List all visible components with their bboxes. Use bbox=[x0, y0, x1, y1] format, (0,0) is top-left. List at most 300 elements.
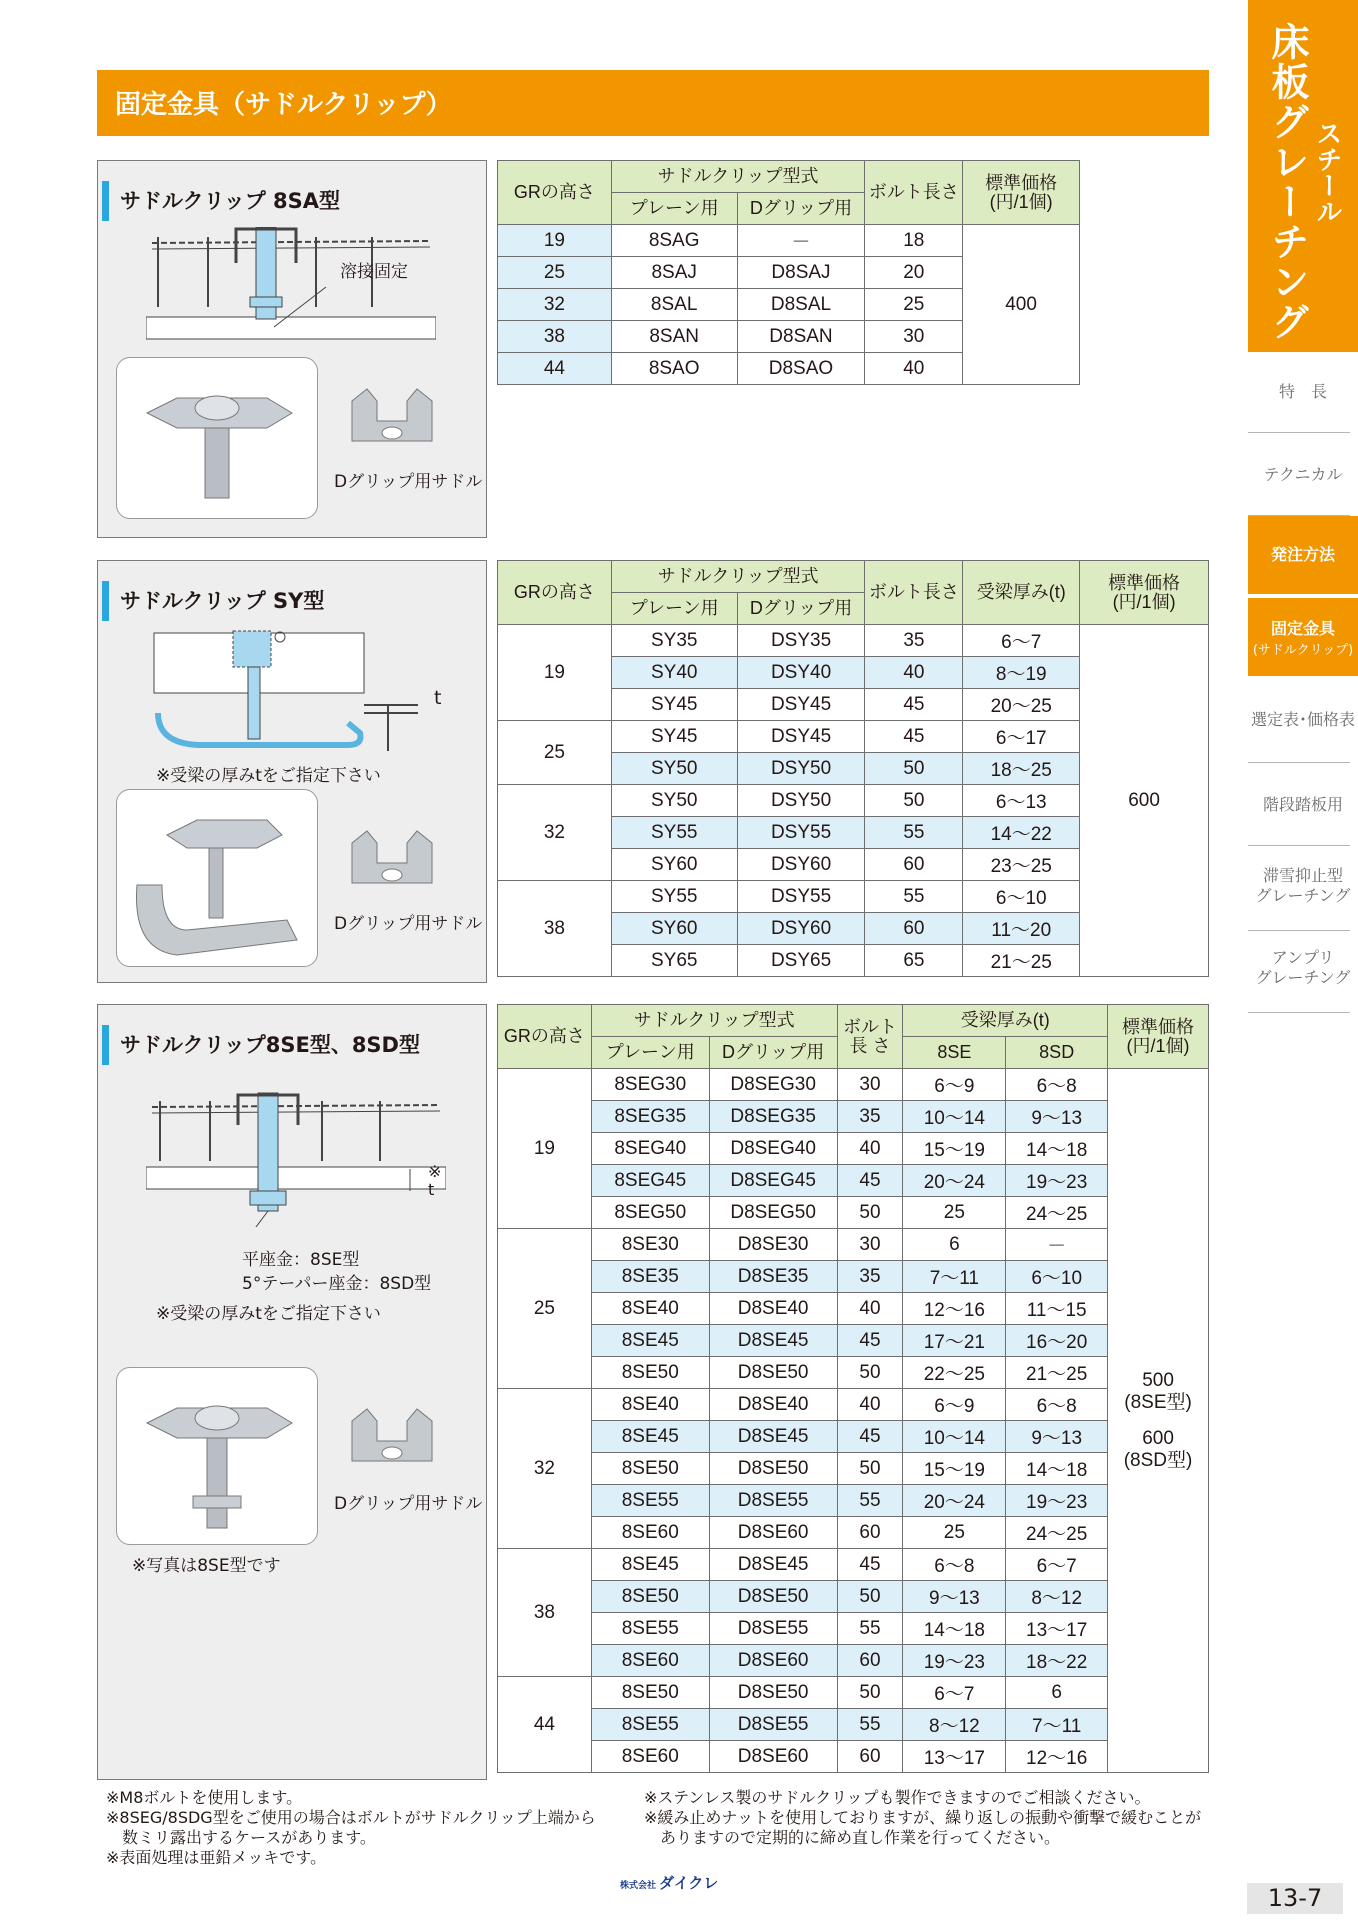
footnote: ありますので定期的に締め直し作業を行ってください。 bbox=[644, 1828, 1061, 1847]
dgrip-cell: D8SE50 bbox=[709, 1453, 837, 1485]
price-sd-label: (8SD型) bbox=[1123, 1449, 1193, 1471]
plain-cell: SY60 bbox=[611, 913, 737, 945]
plain-cell: 8SE45 bbox=[591, 1421, 709, 1453]
table-row bbox=[498, 1677, 1209, 1709]
table-row bbox=[498, 1133, 1209, 1165]
dgrip-cell: D8SE45 bbox=[709, 1325, 837, 1357]
th-model: サドルクリップ型式 bbox=[591, 1005, 837, 1037]
plain-cell: 8SE60 bbox=[591, 1517, 709, 1549]
table-row bbox=[498, 225, 1080, 257]
thick-se-cell: 8〜12 bbox=[903, 1709, 1006, 1741]
price-cell bbox=[1108, 1069, 1209, 1773]
dgrip-cell: D8SAO bbox=[737, 353, 865, 385]
thick-cell: 6〜10 bbox=[963, 881, 1080, 913]
dgrip-cell: D8SE55 bbox=[709, 1613, 837, 1645]
plain-cell: 8SE55 bbox=[591, 1485, 709, 1517]
thick-se-cell: 19〜23 bbox=[903, 1645, 1006, 1677]
dgrip-cell: D8SAJ bbox=[737, 257, 865, 289]
saddle-icon bbox=[342, 1401, 442, 1481]
panel-8sa bbox=[97, 160, 487, 538]
sidebar-item-technical[interactable]: テクニカル bbox=[1263, 465, 1343, 484]
th-price-unit: (円/1個) bbox=[1112, 591, 1176, 612]
panel-title-8sa: サドルクリップ 8SA型 bbox=[120, 185, 340, 215]
sidebar-item-fixing-label: 固定金具 bbox=[1270, 619, 1335, 638]
dgrip-cell: D8SEG40 bbox=[709, 1133, 837, 1165]
photo-8se bbox=[116, 1367, 318, 1545]
footnote: ※ステンレス製のサドルクリップも製作できますのでご相談ください。 bbox=[644, 1788, 1151, 1807]
t-label-sy: t bbox=[434, 687, 442, 709]
table-8sa bbox=[497, 160, 1080, 385]
saddle-icon bbox=[342, 381, 442, 461]
thick-sd-cell: 13〜17 bbox=[1006, 1613, 1108, 1645]
sidebar-item-fixing-sub: (サドルクリップ) bbox=[1252, 643, 1354, 658]
thick-se-cell: 6〜7 bbox=[903, 1677, 1006, 1709]
bolt-cell: 50 bbox=[837, 1197, 903, 1229]
bolt-cell: 20 bbox=[865, 257, 963, 289]
plain-cell: SY55 bbox=[611, 881, 737, 913]
table-row bbox=[498, 1453, 1209, 1485]
bolt-cell: 35 bbox=[837, 1101, 903, 1133]
bolt-cell: 55 bbox=[837, 1485, 903, 1517]
sidebar-main-title: 床板グレーチング bbox=[1265, 22, 1309, 342]
dgrip-cell: D8SEG35 bbox=[709, 1101, 837, 1133]
dgrip-cell: DSY55 bbox=[737, 881, 865, 913]
dgrip-cell: D8SE40 bbox=[709, 1389, 837, 1421]
th-dgrip: Dグリップ用 bbox=[737, 593, 865, 625]
table-8sa-body bbox=[498, 225, 1080, 385]
note-8se: ※受梁の厚みtをご指定下さい bbox=[156, 1304, 381, 1324]
plain-cell: SY60 bbox=[611, 849, 737, 881]
th-plain: プレーン用 bbox=[611, 593, 737, 625]
thick-cell: 21〜25 bbox=[963, 945, 1080, 977]
bolt-cell: 60 bbox=[865, 913, 963, 945]
section-title: 固定金具（サドルクリップ） bbox=[115, 90, 452, 120]
panel-title-8se: サドルクリップ8SE型、8SD型 bbox=[120, 1029, 420, 1059]
dgrip-cell: D8SE55 bbox=[709, 1709, 837, 1741]
plain-cell: 8SEG30 bbox=[591, 1069, 709, 1101]
dgrip-cell: DSY45 bbox=[737, 689, 865, 721]
plain-cell: SY45 bbox=[611, 721, 737, 753]
th-bolt: ボルト長さ bbox=[865, 561, 963, 625]
th-gr: GRの高さ bbox=[498, 1005, 592, 1069]
dgrip-cell: DSY50 bbox=[737, 785, 865, 817]
photo-8sa bbox=[116, 357, 318, 519]
bolt-cell: 35 bbox=[837, 1261, 903, 1293]
table-8se bbox=[497, 1004, 1209, 1773]
bolt-cell: 40 bbox=[865, 657, 963, 689]
washer-taper: 5°テーパー座金：8SD型 bbox=[242, 1274, 432, 1294]
gr-cell: 25 bbox=[498, 721, 612, 785]
th-bolt-l1: ボルト bbox=[843, 1016, 897, 1037]
thick-sd-cell: 24〜25 bbox=[1006, 1517, 1108, 1549]
thick-sd-cell: 6〜8 bbox=[1006, 1069, 1108, 1101]
dgrip-cell: － bbox=[737, 225, 865, 257]
th-bolt-l2: 長 さ bbox=[849, 1035, 891, 1056]
footnotes-left bbox=[106, 1788, 596, 1868]
table-row bbox=[498, 1613, 1209, 1645]
clip-photo-icon bbox=[117, 358, 317, 518]
th-model: サドルクリップ型式 bbox=[611, 161, 865, 193]
dgrip-cell: D8SAL bbox=[737, 289, 865, 321]
sidebar-item-ordering[interactable]: 発注方法 bbox=[1248, 516, 1358, 594]
plain-cell: 8SE60 bbox=[591, 1741, 709, 1773]
price-cell: 600 bbox=[1080, 625, 1209, 977]
thick-se-cell: 6〜9 bbox=[903, 1069, 1006, 1101]
bolt-cell: 50 bbox=[837, 1581, 903, 1613]
thick-sd-cell: 8〜12 bbox=[1006, 1581, 1108, 1613]
dgrip-cell: D8SE35 bbox=[709, 1261, 837, 1293]
gr-cell: 44 bbox=[498, 353, 612, 385]
thick-sd-cell: 6〜8 bbox=[1006, 1389, 1108, 1421]
thick-se-cell: 17〜21 bbox=[903, 1325, 1006, 1357]
bolt-cell: 30 bbox=[837, 1229, 903, 1261]
footnote: ※M8ボルトを使用します。 bbox=[106, 1788, 303, 1807]
th-price-unit: (円/1個) bbox=[989, 191, 1053, 212]
gr-cell: 32 bbox=[498, 785, 612, 881]
plain-cell: SY55 bbox=[611, 817, 737, 849]
sidebar-divider bbox=[1248, 432, 1350, 433]
sidebar-item-stair[interactable]: 階段踏板用 bbox=[1262, 795, 1343, 814]
bolt-cell: 60 bbox=[837, 1645, 903, 1677]
plain-cell: 8SAN bbox=[611, 321, 737, 353]
dgrip-cell: D8SE40 bbox=[709, 1293, 837, 1325]
table-row bbox=[498, 1069, 1209, 1101]
dgrip-cell: DSY40 bbox=[737, 657, 865, 689]
table-row bbox=[498, 625, 1209, 657]
thick-se-cell: 15〜19 bbox=[903, 1453, 1006, 1485]
plain-cell: 8SEG40 bbox=[591, 1133, 709, 1165]
bolt-cell: 40 bbox=[837, 1133, 903, 1165]
dgrip-cell: D8SEG30 bbox=[709, 1069, 837, 1101]
saddle-icon bbox=[342, 823, 442, 903]
th-price bbox=[1080, 561, 1209, 625]
bolt-cell: 55 bbox=[865, 817, 963, 849]
table-row bbox=[498, 1261, 1209, 1293]
sidebar-item-fixing[interactable] bbox=[1248, 598, 1358, 676]
thick-se-cell: 20〜24 bbox=[903, 1485, 1006, 1517]
bolt-cell: 50 bbox=[865, 785, 963, 817]
thick-cell: 6〜13 bbox=[963, 785, 1080, 817]
footnote: ※8SEG/8SDG型をご使用の場合はボルトがサドルクリップ上端から bbox=[106, 1808, 596, 1827]
note-sy: ※受梁の厚みtをご指定下さい bbox=[156, 766, 381, 786]
thick-sd-cell: － bbox=[1006, 1229, 1108, 1261]
clip-photo-icon bbox=[117, 1368, 317, 1544]
plain-cell: 8SAG bbox=[611, 225, 737, 257]
price-se: 500 bbox=[1142, 1369, 1174, 1391]
table-row bbox=[498, 1325, 1209, 1357]
thick-sd-cell: 7〜11 bbox=[1006, 1709, 1108, 1741]
dgrip-cell: D8SEG45 bbox=[709, 1165, 837, 1197]
bolt-cell: 65 bbox=[865, 945, 963, 977]
thick-sd-cell: 9〜13 bbox=[1006, 1421, 1108, 1453]
table-row bbox=[498, 1517, 1209, 1549]
sidebar-item-snow-l1: 滞雪抑止型 bbox=[1262, 866, 1343, 885]
table-row bbox=[498, 1229, 1209, 1261]
clip-photo-icon bbox=[117, 790, 317, 966]
gr-cell: 19 bbox=[498, 225, 612, 257]
diagram-8se bbox=[146, 1091, 446, 1227]
bolt-cell: 45 bbox=[865, 689, 963, 721]
bolt-cell: 18 bbox=[865, 225, 963, 257]
gr-cell: 25 bbox=[498, 257, 612, 289]
thick-sd-cell: 18〜22 bbox=[1006, 1645, 1108, 1677]
thick-cell: 20〜25 bbox=[963, 689, 1080, 721]
sidebar-item-selection[interactable]: 選定表･価格表 bbox=[1250, 710, 1355, 729]
thick-cell: 6〜17 bbox=[963, 721, 1080, 753]
thick-sd-cell: 21〜25 bbox=[1006, 1357, 1108, 1389]
spacer bbox=[1108, 1414, 1208, 1428]
gr-cell: 38 bbox=[498, 881, 612, 977]
plain-cell: 8SE50 bbox=[591, 1357, 709, 1389]
bolt-cell: 40 bbox=[837, 1389, 903, 1421]
company-name: ダイクレ bbox=[659, 1874, 719, 1892]
photo-sy bbox=[116, 789, 318, 967]
thick-se-cell: 14〜18 bbox=[903, 1613, 1006, 1645]
company-logo bbox=[620, 1872, 718, 1893]
sidebar-item-ampli-l1: アンプリ bbox=[1271, 948, 1335, 967]
plain-cell: 8SEG35 bbox=[591, 1101, 709, 1133]
table-row bbox=[498, 1549, 1209, 1581]
bolt-cell: 60 bbox=[865, 849, 963, 881]
dgrip-cell: DSY65 bbox=[737, 945, 865, 977]
thick-sd-cell: 12〜16 bbox=[1006, 1741, 1108, 1773]
bolt-cell: 45 bbox=[837, 1165, 903, 1197]
sidebar-divider bbox=[1248, 762, 1350, 763]
thick-cell: 14〜22 bbox=[963, 817, 1080, 849]
th-thick: 受梁厚み(t) bbox=[963, 561, 1080, 625]
thick-cell: 18〜25 bbox=[963, 753, 1080, 785]
thick-sd-cell: 14〜18 bbox=[1006, 1453, 1108, 1485]
th-thick: 受梁厚み(t) bbox=[903, 1005, 1108, 1037]
thick-sd-cell: 9〜13 bbox=[1006, 1101, 1108, 1133]
gr-cell: 19 bbox=[498, 1069, 592, 1229]
bolt-cell: 50 bbox=[865, 753, 963, 785]
thick-se-cell: 6〜9 bbox=[903, 1389, 1006, 1421]
th-gr: GRの高さ bbox=[498, 561, 612, 625]
plain-cell: 8SE45 bbox=[591, 1549, 709, 1581]
thick-sd-cell: 6〜10 bbox=[1006, 1261, 1108, 1293]
plain-cell: 8SAO bbox=[611, 353, 737, 385]
thick-se-cell: 7〜11 bbox=[903, 1261, 1006, 1293]
gr-cell: 19 bbox=[498, 625, 612, 721]
dgrip-cell: DSY60 bbox=[737, 849, 865, 881]
dgrip-cell: D8SE60 bbox=[709, 1517, 837, 1549]
th-bolt: ボルト長さ bbox=[865, 161, 963, 225]
dgrip-cell: D8SE55 bbox=[709, 1485, 837, 1517]
thick-sd-cell: 19〜23 bbox=[1006, 1485, 1108, 1517]
saddle-caption-8se: Dグリップ用サドル bbox=[334, 1494, 483, 1514]
th-price-label: 標準価格 bbox=[1108, 572, 1181, 593]
bolt-cell: 45 bbox=[837, 1421, 903, 1453]
plain-cell: 8SEG45 bbox=[591, 1165, 709, 1197]
bolt-cell: 50 bbox=[837, 1357, 903, 1389]
dgrip-cell: D8SE60 bbox=[709, 1645, 837, 1677]
plain-cell: 8SE50 bbox=[591, 1677, 709, 1709]
table-8se-body bbox=[498, 1069, 1209, 1773]
sidebar-divider bbox=[1248, 1012, 1350, 1013]
bolt-cell: 30 bbox=[865, 321, 963, 353]
gr-cell: 32 bbox=[498, 289, 612, 321]
dgrip-cell: DSY50 bbox=[737, 753, 865, 785]
th-dgrip: Dグリップ用 bbox=[709, 1037, 837, 1069]
thick-sd-cell: 6 bbox=[1006, 1677, 1108, 1709]
sidebar-divider bbox=[1248, 930, 1350, 931]
plain-cell: 8SE30 bbox=[591, 1229, 709, 1261]
sidebar-item-features[interactable]: 特 長 bbox=[1278, 382, 1327, 401]
table-row bbox=[498, 1645, 1209, 1677]
bolt-cell: 25 bbox=[865, 289, 963, 321]
table-row bbox=[498, 1165, 1209, 1197]
thick-cell: 23〜25 bbox=[963, 849, 1080, 881]
thick-se-cell: 22〜25 bbox=[903, 1357, 1006, 1389]
plain-cell: 8SE50 bbox=[591, 1581, 709, 1613]
table-row bbox=[498, 1709, 1209, 1741]
dgrip-cell: DSY45 bbox=[737, 721, 865, 753]
th-model: サドルクリップ型式 bbox=[611, 561, 865, 593]
bolt-cell: 55 bbox=[837, 1709, 903, 1741]
bolt-cell: 60 bbox=[837, 1517, 903, 1549]
footnotes-right bbox=[644, 1788, 1201, 1848]
dgrip-cell: D8SEG50 bbox=[709, 1197, 837, 1229]
saddle-caption-8sa: Dグリップ用サドル bbox=[334, 472, 483, 492]
th-price-unit: (円/1個) bbox=[1126, 1035, 1190, 1056]
th-price-label: 標準価格 bbox=[1122, 1016, 1195, 1037]
thick-cell: 8〜19 bbox=[963, 657, 1080, 689]
plain-cell: 8SE35 bbox=[591, 1261, 709, 1293]
diagram-8sa bbox=[146, 227, 436, 347]
table-row bbox=[498, 1741, 1209, 1773]
sidebar-item-snow-l2: グレーチング bbox=[1255, 886, 1351, 905]
price-cell: 400 bbox=[963, 225, 1080, 385]
bolt-cell: 45 bbox=[837, 1549, 903, 1581]
panel-title-sy: サドルクリップ SY型 bbox=[120, 585, 324, 615]
dgrip-cell: D8SE45 bbox=[709, 1549, 837, 1581]
plain-cell: 8SE40 bbox=[591, 1293, 709, 1325]
dgrip-cell: D8SE45 bbox=[709, 1421, 837, 1453]
thick-sd-cell: 19〜23 bbox=[1006, 1165, 1108, 1197]
plain-cell: 8SEG50 bbox=[591, 1197, 709, 1229]
gr-cell: 44 bbox=[498, 1677, 592, 1773]
bolt-cell: 50 bbox=[837, 1453, 903, 1485]
price-se-label: (8SE型) bbox=[1124, 1391, 1192, 1413]
dgrip-cell: D8SE60 bbox=[709, 1741, 837, 1773]
dgrip-cell: D8SE50 bbox=[709, 1677, 837, 1709]
th-sd: 8SD bbox=[1006, 1037, 1108, 1069]
dgrip-cell: D8SE50 bbox=[709, 1357, 837, 1389]
dgrip-cell: D8SE30 bbox=[709, 1229, 837, 1261]
panel-8se bbox=[97, 1004, 487, 1780]
thick-se-cell: 6 bbox=[903, 1229, 1006, 1261]
sidebar-divider bbox=[1248, 845, 1350, 846]
sidebar-item-ampli-l2: グレーチング bbox=[1255, 968, 1351, 987]
bolt-cell: 40 bbox=[865, 353, 963, 385]
thick-sd-cell: 14〜18 bbox=[1006, 1133, 1108, 1165]
plain-cell: SY40 bbox=[611, 657, 737, 689]
plain-cell: 8SE55 bbox=[591, 1709, 709, 1741]
table-row bbox=[498, 1421, 1209, 1453]
diagram-sy bbox=[148, 623, 458, 755]
table-row bbox=[498, 1293, 1209, 1325]
thick-se-cell: 10〜14 bbox=[903, 1421, 1006, 1453]
thick-se-cell: 10〜14 bbox=[903, 1101, 1006, 1133]
table-row bbox=[498, 1485, 1209, 1517]
th-gr: GRの高さ bbox=[498, 161, 612, 225]
t-label-8se: ※ t bbox=[428, 1162, 442, 1199]
panel-sy bbox=[97, 560, 487, 983]
thick-sd-cell: 24〜25 bbox=[1006, 1197, 1108, 1229]
table-sy-body bbox=[498, 625, 1209, 977]
plain-cell: SY50 bbox=[611, 785, 737, 817]
thick-se-cell: 12〜16 bbox=[903, 1293, 1006, 1325]
th-price bbox=[1108, 1005, 1209, 1069]
thick-sd-cell: 6〜7 bbox=[1006, 1549, 1108, 1581]
bolt-cell: 55 bbox=[837, 1613, 903, 1645]
bolt-cell: 45 bbox=[865, 721, 963, 753]
plain-cell: 8SAL bbox=[611, 289, 737, 321]
th-price-label: 標準価格 bbox=[985, 172, 1058, 193]
bolt-cell: 35 bbox=[865, 625, 963, 657]
th-price bbox=[963, 161, 1080, 225]
sidebar-title-block bbox=[1248, 0, 1358, 352]
table-row bbox=[498, 1101, 1209, 1133]
thick-se-cell: 15〜19 bbox=[903, 1133, 1006, 1165]
section-header bbox=[97, 70, 1209, 136]
sidebar-item-snow[interactable] bbox=[1248, 866, 1358, 906]
thick-cell: 6〜7 bbox=[963, 625, 1080, 657]
footnote: ※表面処理は亜鉛メッキです。 bbox=[106, 1848, 327, 1867]
footnote: 数ミリ露出するケースがあります。 bbox=[106, 1828, 376, 1847]
table-sy bbox=[497, 560, 1209, 977]
plain-cell: SY45 bbox=[611, 689, 737, 721]
plain-cell: 8SE45 bbox=[591, 1325, 709, 1357]
company-prefix: 株式会社 bbox=[620, 1881, 657, 1891]
sidebar-item-ampli[interactable] bbox=[1248, 948, 1358, 988]
bolt-cell: 60 bbox=[837, 1741, 903, 1773]
price-sd: 600 bbox=[1142, 1427, 1174, 1449]
table-row bbox=[498, 1357, 1209, 1389]
dgrip-cell: D8SAN bbox=[737, 321, 865, 353]
dgrip-cell: DSY55 bbox=[737, 817, 865, 849]
thick-sd-cell: 11〜15 bbox=[1006, 1293, 1108, 1325]
table-row bbox=[498, 1197, 1209, 1229]
dgrip-cell: DSY60 bbox=[737, 913, 865, 945]
plain-cell: 8SE40 bbox=[591, 1389, 709, 1421]
thick-se-cell: 25 bbox=[903, 1197, 1006, 1229]
thick-se-cell: 25 bbox=[903, 1517, 1006, 1549]
photo-note-8se: ※写真は8SE型です bbox=[132, 1556, 281, 1576]
washer-flat: 平座金：8SE型 bbox=[242, 1250, 360, 1270]
plain-cell: 8SE60 bbox=[591, 1645, 709, 1677]
plain-cell: SY50 bbox=[611, 753, 737, 785]
gr-cell: 25 bbox=[498, 1229, 592, 1389]
bolt-cell: 30 bbox=[837, 1069, 903, 1101]
thick-sd-cell: 16〜20 bbox=[1006, 1325, 1108, 1357]
plain-cell: 8SE50 bbox=[591, 1453, 709, 1485]
bolt-cell: 55 bbox=[865, 881, 963, 913]
plain-cell: SY65 bbox=[611, 945, 737, 977]
sidebar-sub-title: スチール bbox=[1312, 120, 1342, 224]
thick-se-cell: 6〜8 bbox=[903, 1549, 1006, 1581]
th-bolt bbox=[837, 1005, 903, 1069]
table-row bbox=[498, 1581, 1209, 1613]
bolt-cell: 50 bbox=[837, 1677, 903, 1709]
th-dgrip: Dグリップ用 bbox=[737, 193, 865, 225]
thick-se-cell: 9〜13 bbox=[903, 1581, 1006, 1613]
th-se: 8SE bbox=[903, 1037, 1006, 1069]
bolt-cell: 45 bbox=[837, 1325, 903, 1357]
dgrip-cell: DSY35 bbox=[737, 625, 865, 657]
th-plain: プレーン用 bbox=[611, 193, 737, 225]
